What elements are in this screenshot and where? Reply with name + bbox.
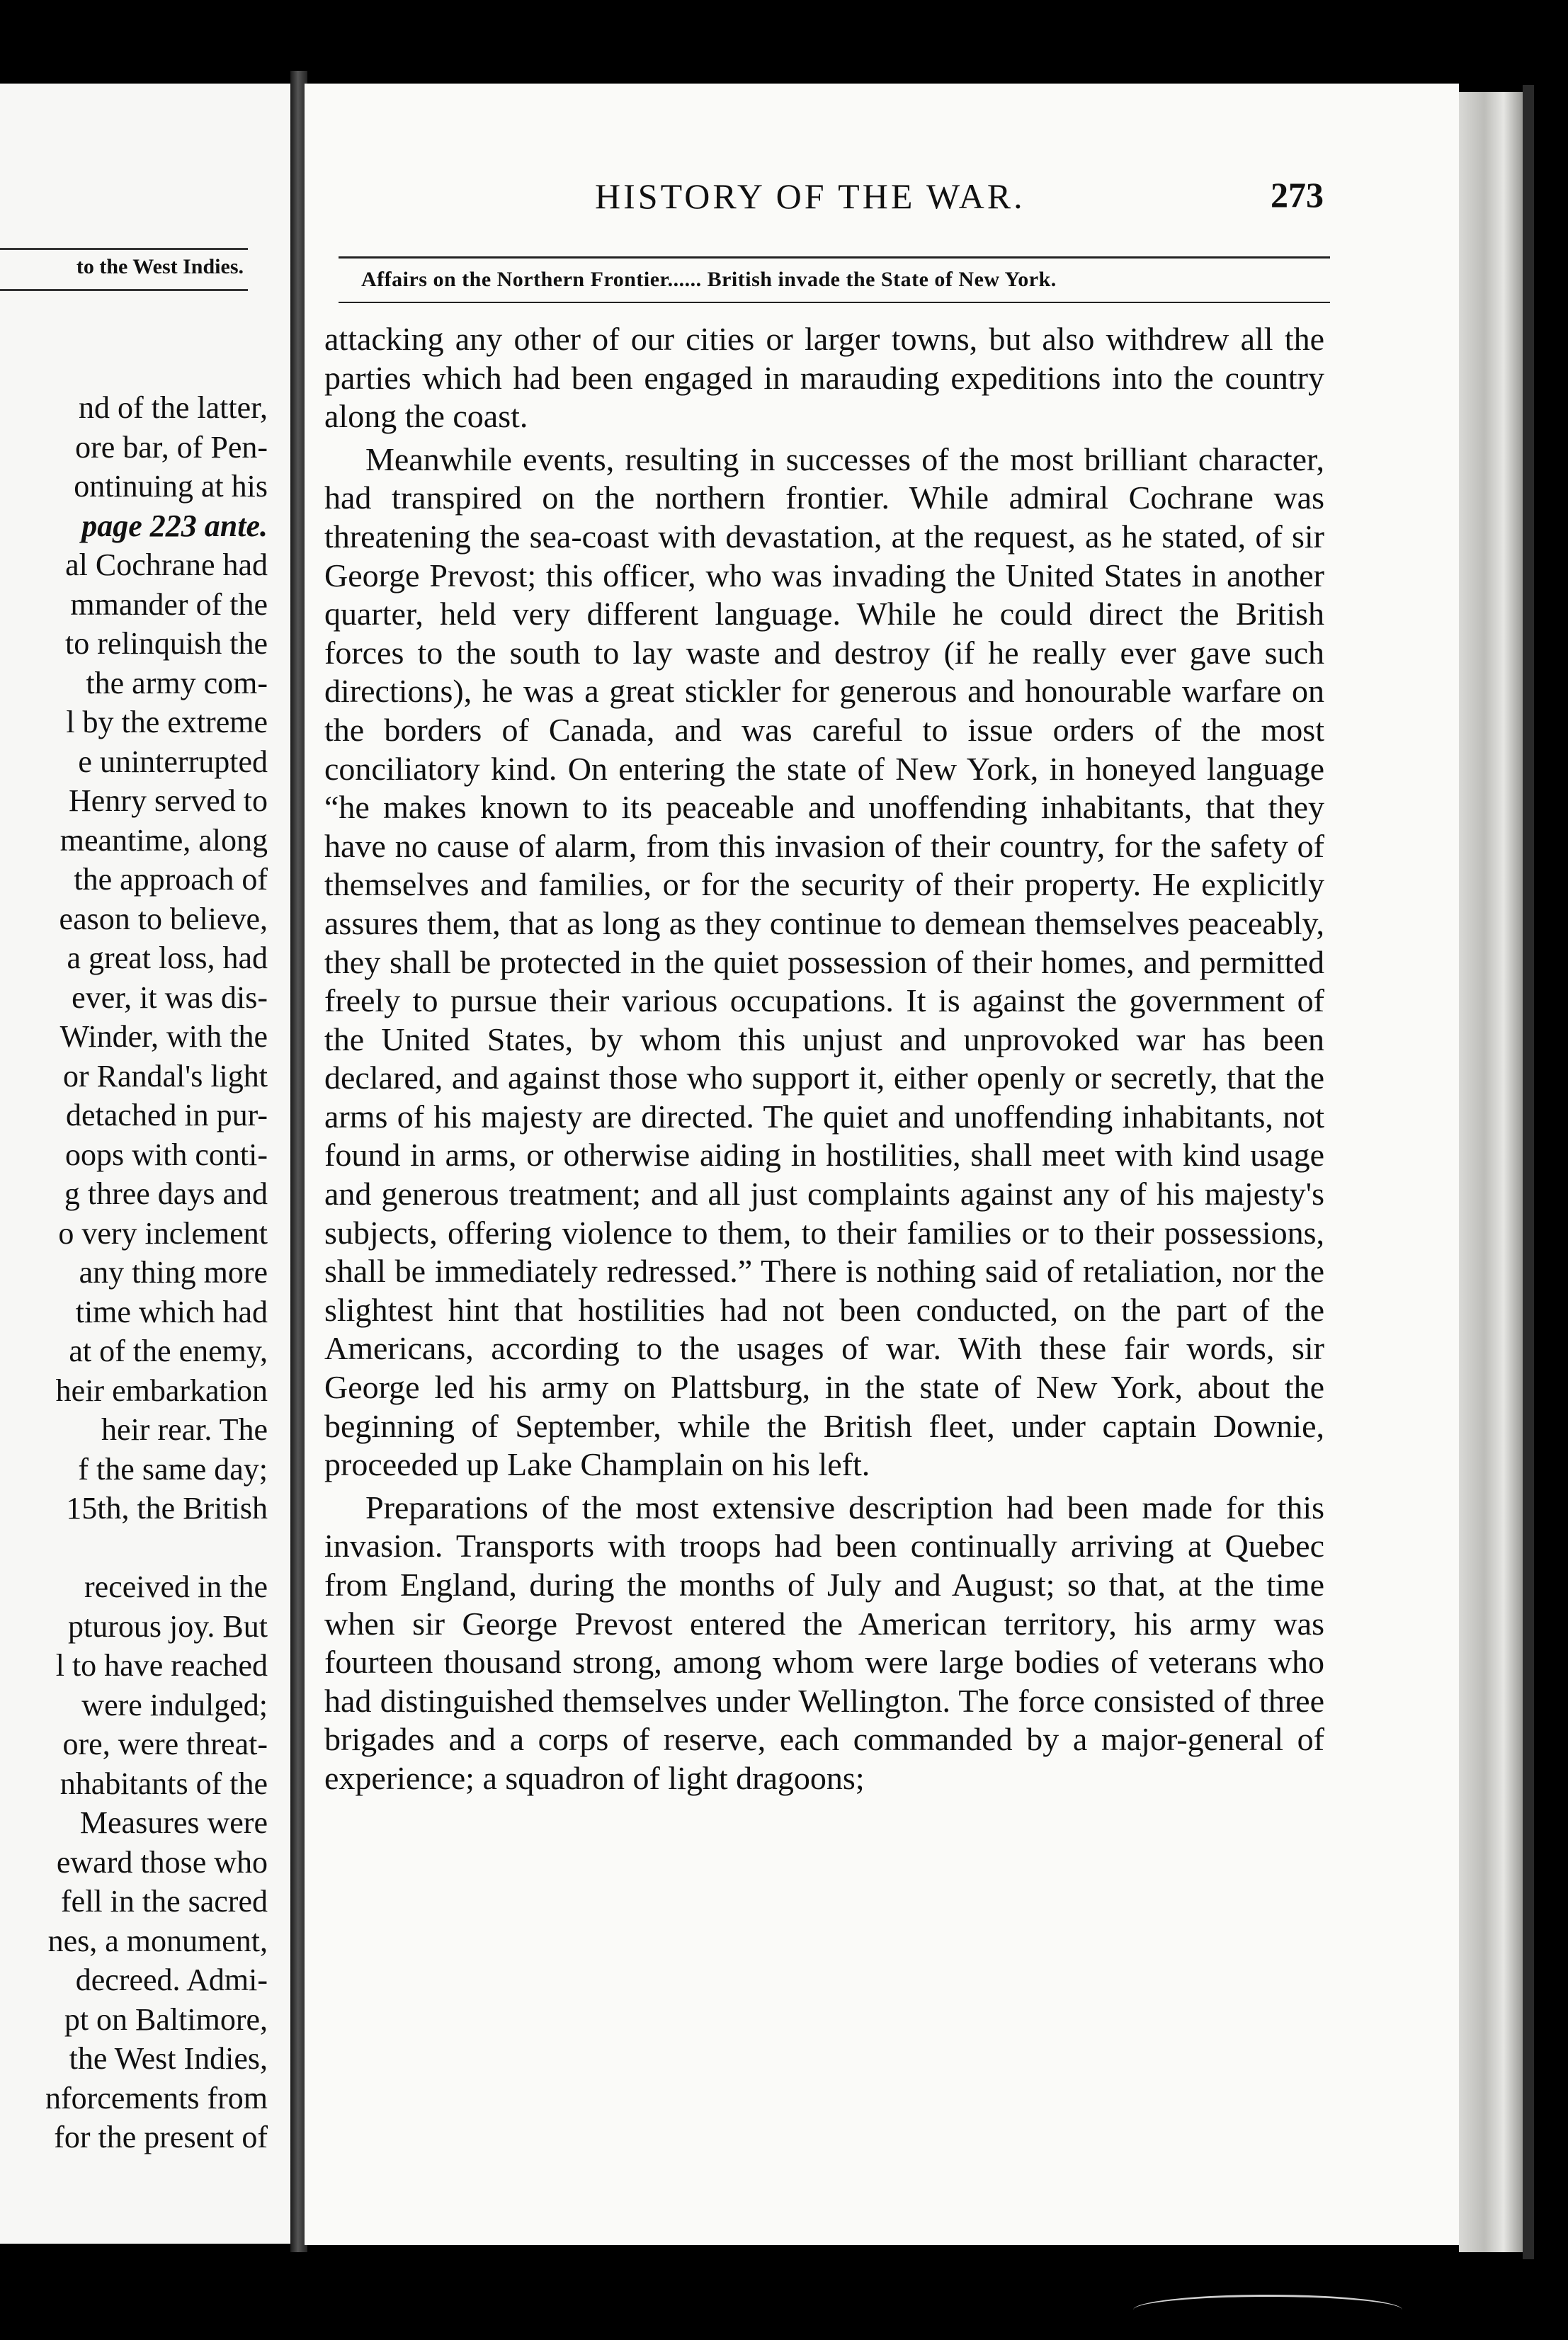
left-page-line: time which had: [75, 1294, 268, 1329]
left-page-line: meantime, along: [59, 822, 268, 858]
left-page-line: the West Indies,: [69, 2041, 268, 2076]
left-page-line: the army com-: [86, 665, 268, 700]
left-page-line: received in the: [84, 1569, 268, 1604]
left-page-line: ever, it was dis-: [72, 979, 268, 1015]
left-page-line: g three days and: [64, 1176, 268, 1211]
paragraph: attacking any other of our cities or larger towns, but also withdrew all the parties which had been engaged in marauding expeditions into the country along the coast.: [324, 321, 1324, 435]
left-page-header: to the West Indies.: [76, 255, 244, 278]
paragraph: Meanwhile events, resulting in successes of the most brilliant character, had transpired on the northern frontier. While admiral Cochrane was threatening the sea-coast with devastation, at the request, as he stated, of sir George Prevost; this officer, who was invading the United States in another quarter, held very different language. While he could direct the British forces to the south to lay waste and destroy (if he really ever gave such directions), he was a great stickler for generous and honourable warfare on the borders of Canada, and was careful to issue orders of the most conciliatory kind. On entering the state of New York, in honeyed language “he makes known to its peaceable and unoffending inhabitants, that they have no cause of alarm, from this invasion of their country, for the safety of themselves and families, or for the security of their property. He explicitly assures them, that as long as they continue to demean themselves peaceably, they shall be protected in the quiet possession of their homes, and permitted freely to pursue their various occupations. It is against the government of the United States, by whom this unjust and unprovoked war has been declared, and against those who support it, either openly or secretly, that the arms of his majesty are directed. The quiet and unoffending inhabitants, not found in arms, or otherwise aiding in hostilities, shall meet with kind usage and generous treatment; and all just complaints against any of his majesty's subjects, offering violence to them, to their families or to their possessions, shall be immediately redressed.” There is nothing said of retaliation, nor the slightest hint that hostilities had not been conducted, on the part of the Americans, according to the usages of war. With these fair words, sir George led his army on Plattsburg, in the state of New York, about the beginning of September, while the British fleet, under captain Downie, proceeded up Lake Champlain on his left.: [324, 441, 1324, 1483]
left-page-line: fell in the sacred: [61, 1884, 268, 1919]
left-page-line: Measures were: [79, 1805, 268, 1840]
left-page-text: [0, 388, 268, 2157]
left-page: [0, 84, 290, 2244]
page-number: 273: [1271, 175, 1324, 215]
left-header-rule-bottom: [0, 289, 248, 291]
subheading-rule-bottom: [339, 302, 1330, 303]
left-page-line: Winder, with the: [59, 1019, 268, 1054]
left-page-line: decreed. Admi-: [75, 1963, 268, 1997]
left-page-line: the approach of: [74, 862, 268, 897]
subheading-rule-top: [339, 256, 1330, 259]
left-page-line: to relinquish the: [65, 626, 268, 661]
left-page-line: ore, were threat-: [62, 1727, 268, 1761]
left-page-line: any thing more: [79, 1255, 268, 1290]
left-page-line: at of the enemy,: [69, 1334, 268, 1368]
left-page-line: eward those who: [56, 1844, 268, 1880]
left-page-line: 15th, the British: [66, 1491, 268, 1526]
scan-artifact: [1133, 2295, 1402, 2325]
left-page-line: heir embarkation: [55, 1373, 268, 1408]
left-page-line: page 223 ante.: [81, 508, 268, 543]
left-page-line: oops with conti-: [65, 1137, 268, 1172]
left-page-line: e uninterrupted: [78, 744, 268, 779]
left-page-line: nhabitants of the: [59, 1766, 268, 1801]
left-page-line: were indulged;: [81, 1687, 268, 1722]
left-page-line: for the present of: [54, 2120, 268, 2154]
left-page-line: [0, 1528, 268, 1568]
left-page-line: nd of the latter,: [78, 390, 268, 425]
left-page-line: mmander of the: [70, 586, 268, 622]
left-page-line: f the same day;: [78, 1451, 268, 1487]
left-page-line: nes, a monument,: [47, 1923, 268, 1958]
body-text: [324, 320, 1324, 1802]
page-edges: [1459, 92, 1523, 2252]
left-page-line: heir rear. The: [101, 1412, 268, 1447]
left-page-line: o very inclement: [58, 1215, 268, 1251]
left-page-line: or Randal's light: [62, 1058, 268, 1094]
running-head: HISTORY OF THE WAR.: [595, 176, 1026, 216]
left-header-rule-top: [0, 248, 248, 250]
book-cover-edge: [1523, 85, 1534, 2259]
left-page-line: a great loss, had: [67, 941, 268, 975]
left-page-line: nforcements from: [45, 2080, 268, 2115]
left-page-line: l to have reached: [55, 1648, 268, 1683]
left-page-line: ore bar, of Pen-: [75, 429, 268, 465]
paragraph: Preparations of the most extensive description had been made for this invasion. Transports with troops had been continually arriving at Quebec from England, during the months of July and August; so that, at the time when sir George Prevost entered the American territory, his army was fourteen thousand strong, among whom were large bodies of veterans who had distinguished themselves under Wellington. The force consisted of three brigades and a corps of reserve, each commanded by a major-general of experience; a squadron of light dragoons;: [324, 1489, 1324, 1796]
subheading: Affairs on the Northern Frontier...... British invade the State of New York.: [361, 268, 1057, 291]
left-page-line: ontinuing at his: [74, 469, 268, 504]
left-page-line: pturous joy. But: [68, 1608, 268, 1644]
left-page-line: al Cochrane had: [65, 547, 268, 582]
left-page-line: detached in pur-: [66, 1098, 268, 1132]
left-page-line: eason to believe,: [59, 901, 268, 936]
left-page-line: pt on Baltimore,: [64, 2001, 268, 2037]
left-page-line: l by the extreme: [66, 705, 268, 739]
left-page-line: Henry served to: [68, 783, 268, 818]
